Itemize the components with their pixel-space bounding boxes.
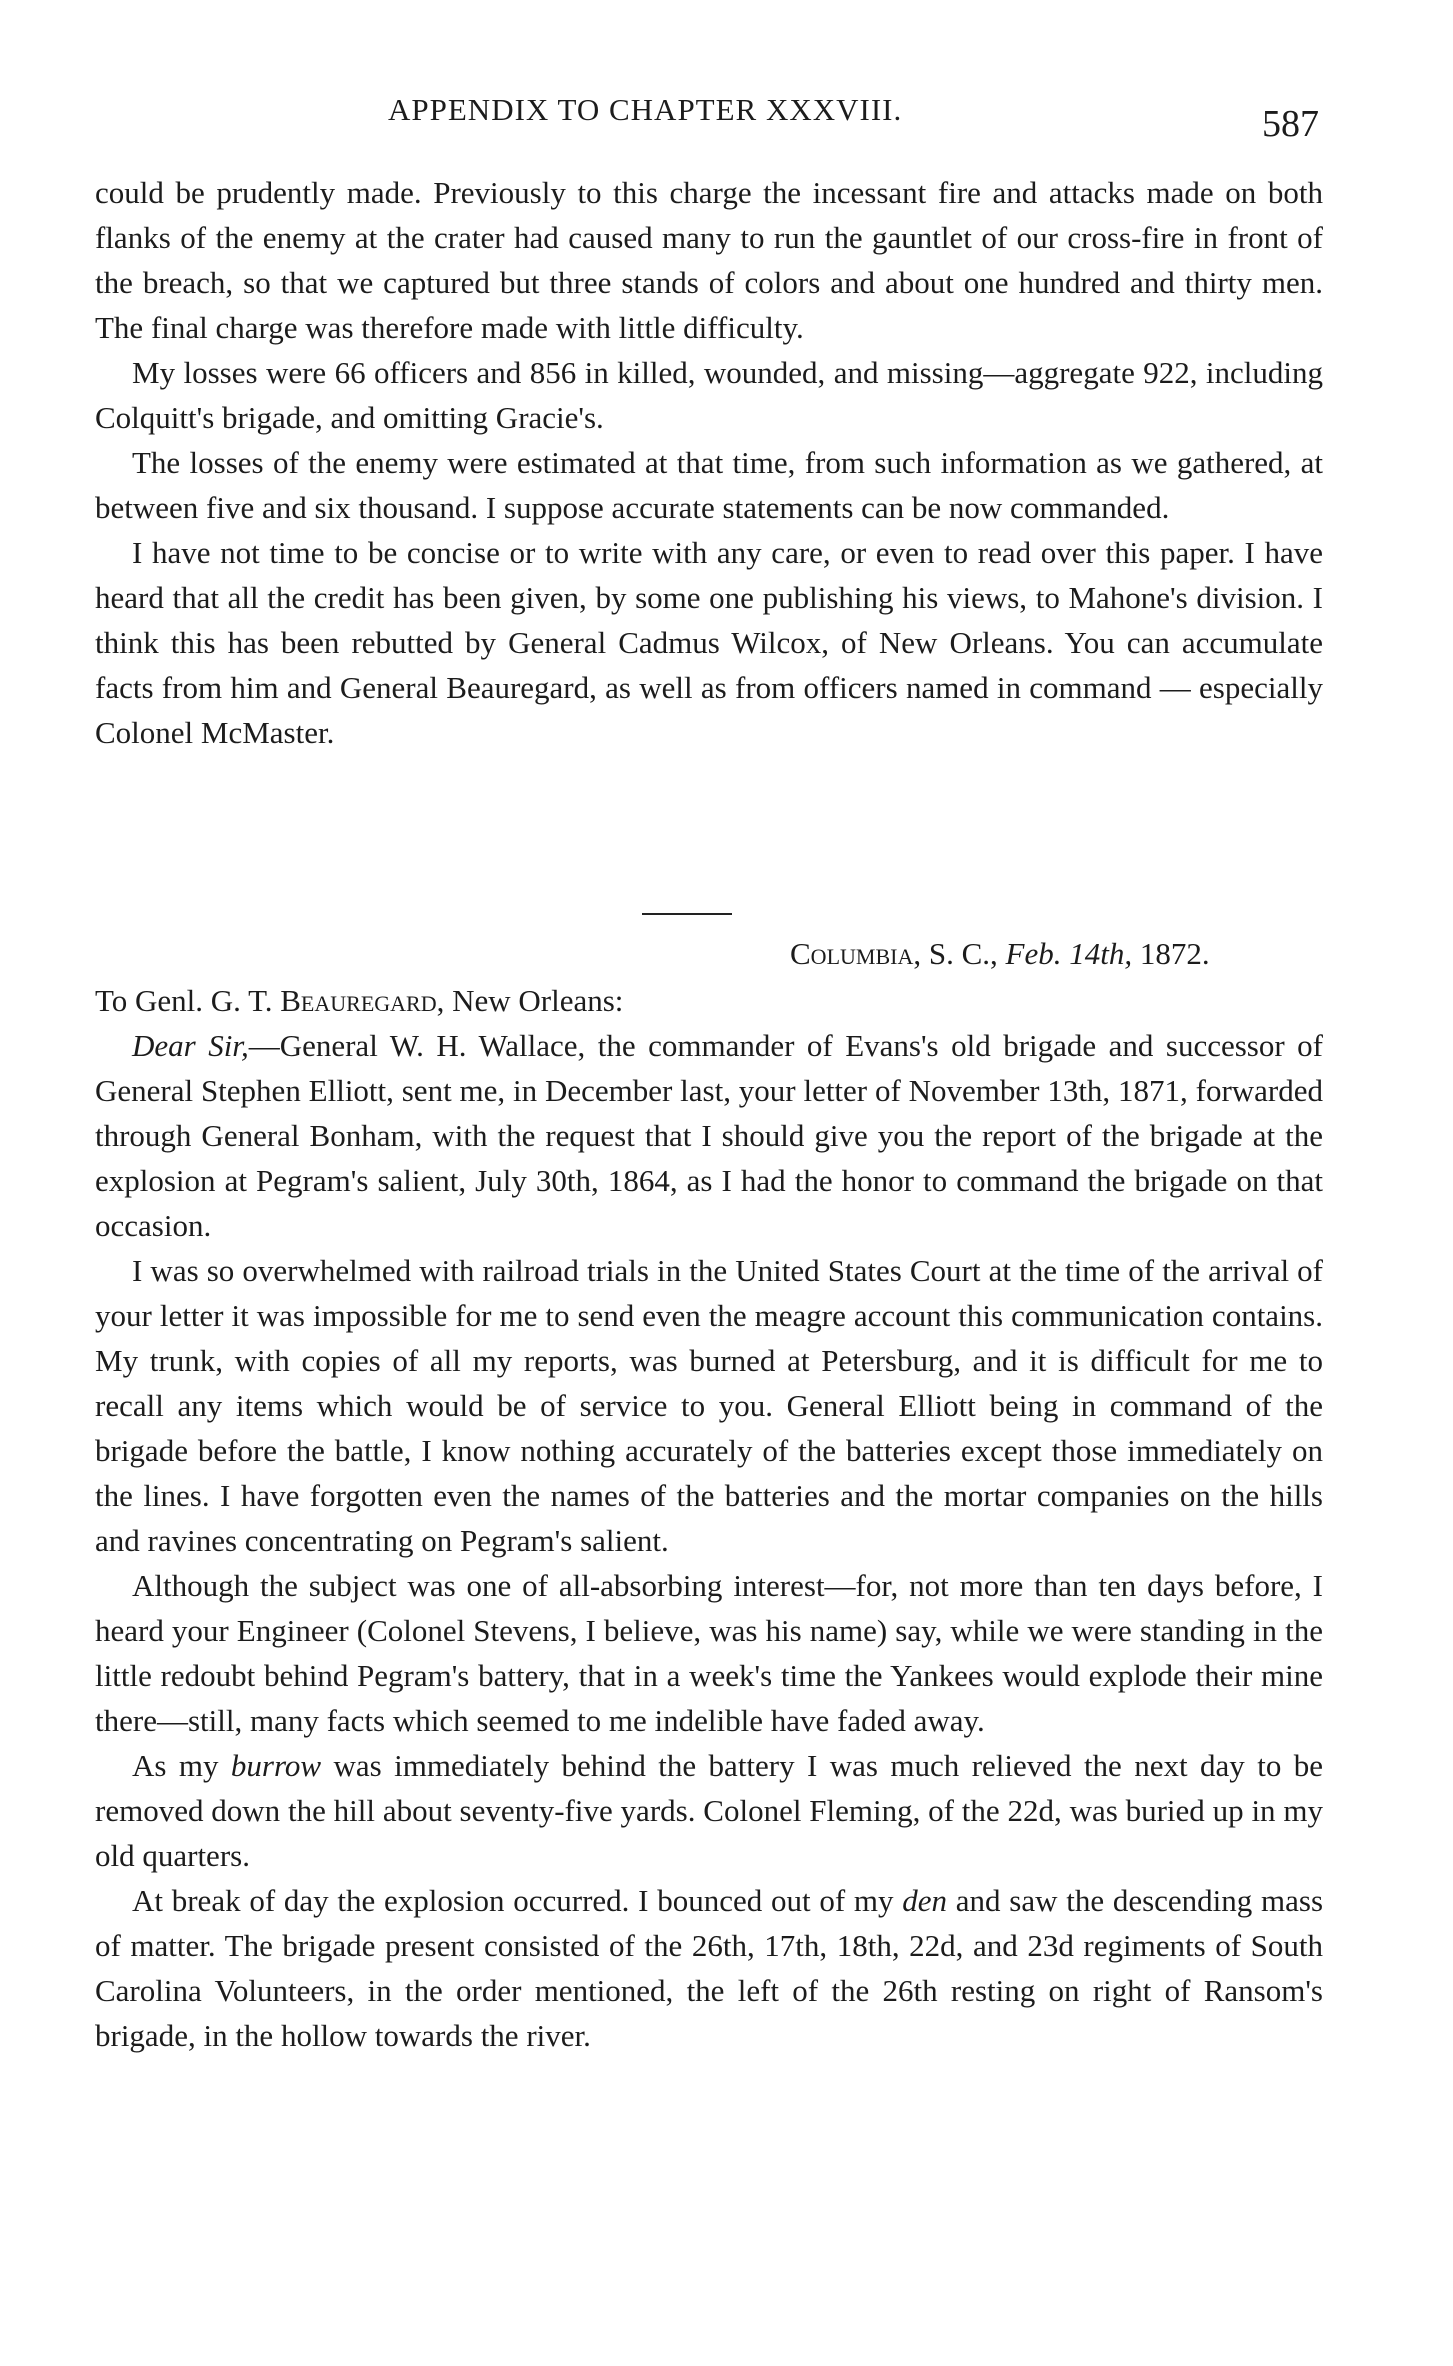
paragraph: Although the subject was one of all-absorbing interest—for, not more than ten days before, I heard your Engineer (Colonel Stevens, I believe, was his name) say, while we were standing in the little redoubt behind Pegram's battery, that in a week's time the Yankees would explode their mine there—still, many facts which seemed to me indelible have faded away. [95, 1568, 1323, 1738]
salutation: Dear Sir, [132, 1028, 249, 1063]
paragraph: I was so overwhelmed with railroad trials in the United States Court at the time of the arrival of your letter it was impossible for me to send even the meagre account this communication contains. My trunk, with copies of all my reports, was burned at Petersburg, and it is difficult for me to recall any items which would be of service to you. General Elliott being in command of the brigade before the battle, I know nothing accurately of the batteries except those immediately on the lines. I have forgotten even the names of the batteries and the mortar companies on the hills and ravines concentrating on Pegram's salient. [95, 1253, 1323, 1558]
paragraph [95, 1023, 1323, 1248]
letter-addressee [95, 978, 1323, 1023]
italic-word: burrow [230, 1748, 322, 1783]
dateline-year: 1872. [1139, 936, 1210, 971]
paragraph: I have not time to be concise or to write with any care, or even to read over this paper. I have heard that all the credit has been given, by some one publishing his views, to Mahone's division. I think this has been rebutted by General Cadmus Wilcox, of New Orleans. You can accumulate facts from him and General Beauregard, as well as from officers named in command — especially Colonel McMaster. [95, 535, 1323, 750]
letter-dateline [790, 936, 1210, 972]
paragraph: My losses were 66 officers and 856 in killed, wounded, and missing—aggregate 922, including Colquitt's brigade, and omitting Gracie's. [95, 355, 1323, 435]
paragraph [95, 1878, 1323, 2058]
page-number: 587 [1262, 103, 1319, 145]
running-head: APPENDIX TO CHAPTER XXXVIII. [388, 92, 903, 127]
paragraph: The losses of the enemy were estimated at that time, from such information as we gathered, at between five and six thousand. I suppose accurate statements can be now commanded. [95, 445, 1323, 525]
section-divider [642, 913, 732, 915]
italic-word: den [902, 1883, 948, 1918]
paragraph-text: and saw the descending mass of matter. The brigade present consisted of the 26th, 17th, 18th, 22d, and 23d regiments of South Carolina Volunteers, in the order mentioned, the left of the 26th resting on right of Ransom's brigade, in the hollow towards the river. [95, 1883, 1324, 2053]
paragraph-text: was immediately behind the battery I was much relieved the next day to be removed down the hill about seventy-five yards. Colonel Fleming, of the 22d, was buried up in my old quarters. [95, 1748, 1323, 1873]
addressee-suffix: New Orleans: [452, 983, 624, 1018]
addressee-prefix: To Genl. G. T. [95, 983, 273, 1018]
dateline-place: Columbia, S. C., [790, 936, 998, 971]
paragraph-text: As my [132, 1748, 219, 1783]
paragraph [95, 1743, 1323, 1878]
dateline-date: Feb. 14th, [1005, 936, 1133, 971]
paragraph-text: —General W. H. Wallace, the commander of Evans's old brigade and successor of General Stephen Elliott, sent me, in December last, your letter of November 13th, 1871, forwarded through General Bonham, with the request that I should give you the report of the brigade at the explosion at Pegram's salient, July 30th, 1864, as I had the honor to command the brigade on that occasion. [95, 1028, 1324, 1243]
paragraph-text: At break of day the explosion occurred. I bounced out of my [132, 1883, 894, 1918]
addressee-name: Beauregard, [280, 983, 445, 1018]
report-continuation [95, 170, 1323, 755]
paragraph: could be prudently made. Previously to this charge the incessant fire and attacks made on both flanks of the enemy at the crater had caused many to run the gauntlet of our cross-fire in front of the breach, so that we captured but three stands of colors and about one hundred and thirty men. The final charge was therefore made with little difficulty. [95, 175, 1323, 345]
letter-body [95, 978, 1323, 2058]
